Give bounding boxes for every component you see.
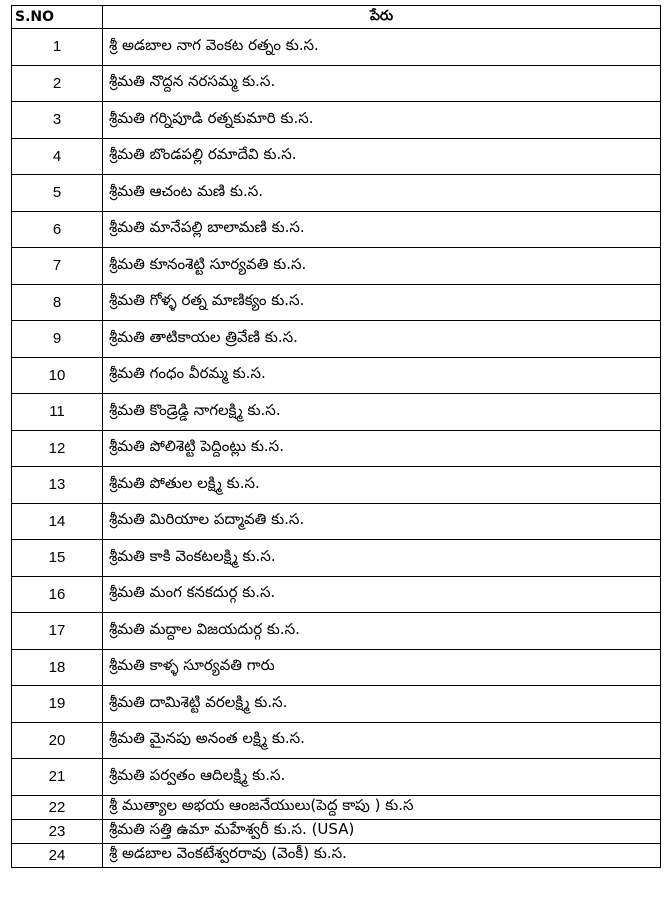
row-name: శ్రీమతి గర్నిపూడి రత్నకుమారి కు.స. — [103, 102, 661, 139]
row-name: శ్రీమతి పోతుల లక్ష్మి కు.స. — [103, 467, 661, 504]
row-name: శ్రీమతి కూనంశెట్టి సూర్యవతి కు.స. — [103, 248, 661, 285]
table-row — [12, 759, 661, 796]
table-row — [12, 795, 661, 819]
table-row — [12, 686, 661, 723]
row-name: శ్రీమతి పోలిశెట్టి పెద్దింట్లు కు.స. — [103, 430, 661, 467]
table-row — [12, 843, 661, 867]
row-name: శ్రీమతి సత్తి ఉమా మహేశ్వరీ కు.స. (USA) — [103, 819, 661, 843]
table-row — [12, 394, 661, 431]
table-row — [12, 649, 661, 686]
table-row — [12, 540, 661, 577]
row-sno: 16 — [12, 576, 103, 613]
header-row — [12, 6, 661, 29]
table-row — [12, 321, 661, 358]
row-name: శ్రీమతి గోళ్ళ రత్న మాణిక్యం కు.స. — [103, 284, 661, 321]
row-sno: 7 — [12, 248, 103, 285]
row-sno: 21 — [12, 759, 103, 796]
table-row — [12, 102, 661, 139]
table-row — [12, 248, 661, 285]
table-row — [12, 284, 661, 321]
row-sno: 2 — [12, 65, 103, 102]
name-column-header: పేరు — [103, 6, 661, 29]
row-sno: 19 — [12, 686, 103, 723]
table-row — [12, 211, 661, 248]
row-name: శ్రీమతి దామిశెట్టి వరలక్ష్మి కు.స. — [103, 686, 661, 723]
row-sno: 23 — [12, 819, 103, 843]
members-table — [11, 5, 661, 868]
row-name: శ్రీ అడబాల వెంకటేశ్వరరావు (వెంకీ) కు.స. — [103, 843, 661, 867]
table-row — [12, 138, 661, 175]
row-sno: 3 — [12, 102, 103, 139]
row-sno: 8 — [12, 284, 103, 321]
row-sno: 6 — [12, 211, 103, 248]
row-name: శ్రీమతి బొండపల్లి రమాదేవి కు.స. — [103, 138, 661, 175]
table-row — [12, 819, 661, 843]
row-name: శ్రీమతి మిరియాల పద్మావతి కు.స. — [103, 503, 661, 540]
table-row — [12, 357, 661, 394]
table-row — [12, 29, 661, 66]
row-sno: 18 — [12, 649, 103, 686]
table-row — [12, 175, 661, 212]
row-sno: 20 — [12, 722, 103, 759]
row-sno: 14 — [12, 503, 103, 540]
row-name: శ్రీమతి మానేపల్లి బాలామణి కు.స. — [103, 211, 661, 248]
row-sno: 10 — [12, 357, 103, 394]
row-name: శ్రీ ముత్యాల అభయ ఆంజనేయులు(పెద్ద కాపు ) కు.స — [103, 795, 661, 819]
row-sno: 11 — [12, 394, 103, 431]
row-name: శ్రీమతి కొండ్రెడ్డి నాగలక్ష్మి కు.స. — [103, 394, 661, 431]
row-sno: 24 — [12, 843, 103, 867]
sno-column-header: S.NO — [12, 6, 103, 29]
row-name: శ్రీమతి నొద్దన నరసమ్మ కు.స. — [103, 65, 661, 102]
row-sno: 22 — [12, 795, 103, 819]
members-sheet — [11, 5, 660, 868]
row-sno: 12 — [12, 430, 103, 467]
row-sno: 9 — [12, 321, 103, 358]
table-row — [12, 65, 661, 102]
row-name: శ్రీమతి కాకి వెంకటలక్ష్మి కు.స. — [103, 540, 661, 577]
row-name: శ్రీమతి గంధం వీరమ్మ కు.స. — [103, 357, 661, 394]
row-sno: 13 — [12, 467, 103, 504]
row-name: శ్రీమతి మంగ కనకదుర్గ కు.స. — [103, 576, 661, 613]
row-name: శ్రీ అడబాల నాగ వెంకట రత్నం కు.స. — [103, 29, 661, 66]
row-name: శ్రీమతి మద్దాల విజయదుర్గ కు.స. — [103, 613, 661, 650]
row-name: శ్రీమతి ఆచంట మణి కు.స. — [103, 175, 661, 212]
table-row — [12, 467, 661, 504]
row-sno: 15 — [12, 540, 103, 577]
row-name: శ్రీమతి కాళ్ళ సూర్యవతి గారు — [103, 649, 661, 686]
table-row — [12, 613, 661, 650]
row-sno: 1 — [12, 29, 103, 66]
row-name: శ్రీమతి పర్వతం ఆదిలక్ష్మి కు.స. — [103, 759, 661, 796]
table-row — [12, 430, 661, 467]
table-row — [12, 576, 661, 613]
table-row — [12, 722, 661, 759]
row-sno: 17 — [12, 613, 103, 650]
table-row — [12, 503, 661, 540]
row-sno: 4 — [12, 138, 103, 175]
row-name: శ్రీమతి తాటికాయల త్రివేణి కు.స. — [103, 321, 661, 358]
row-sno: 5 — [12, 175, 103, 212]
row-name: శ్రీమతి మైనపు అనంత లక్ష్మి కు.స. — [103, 722, 661, 759]
